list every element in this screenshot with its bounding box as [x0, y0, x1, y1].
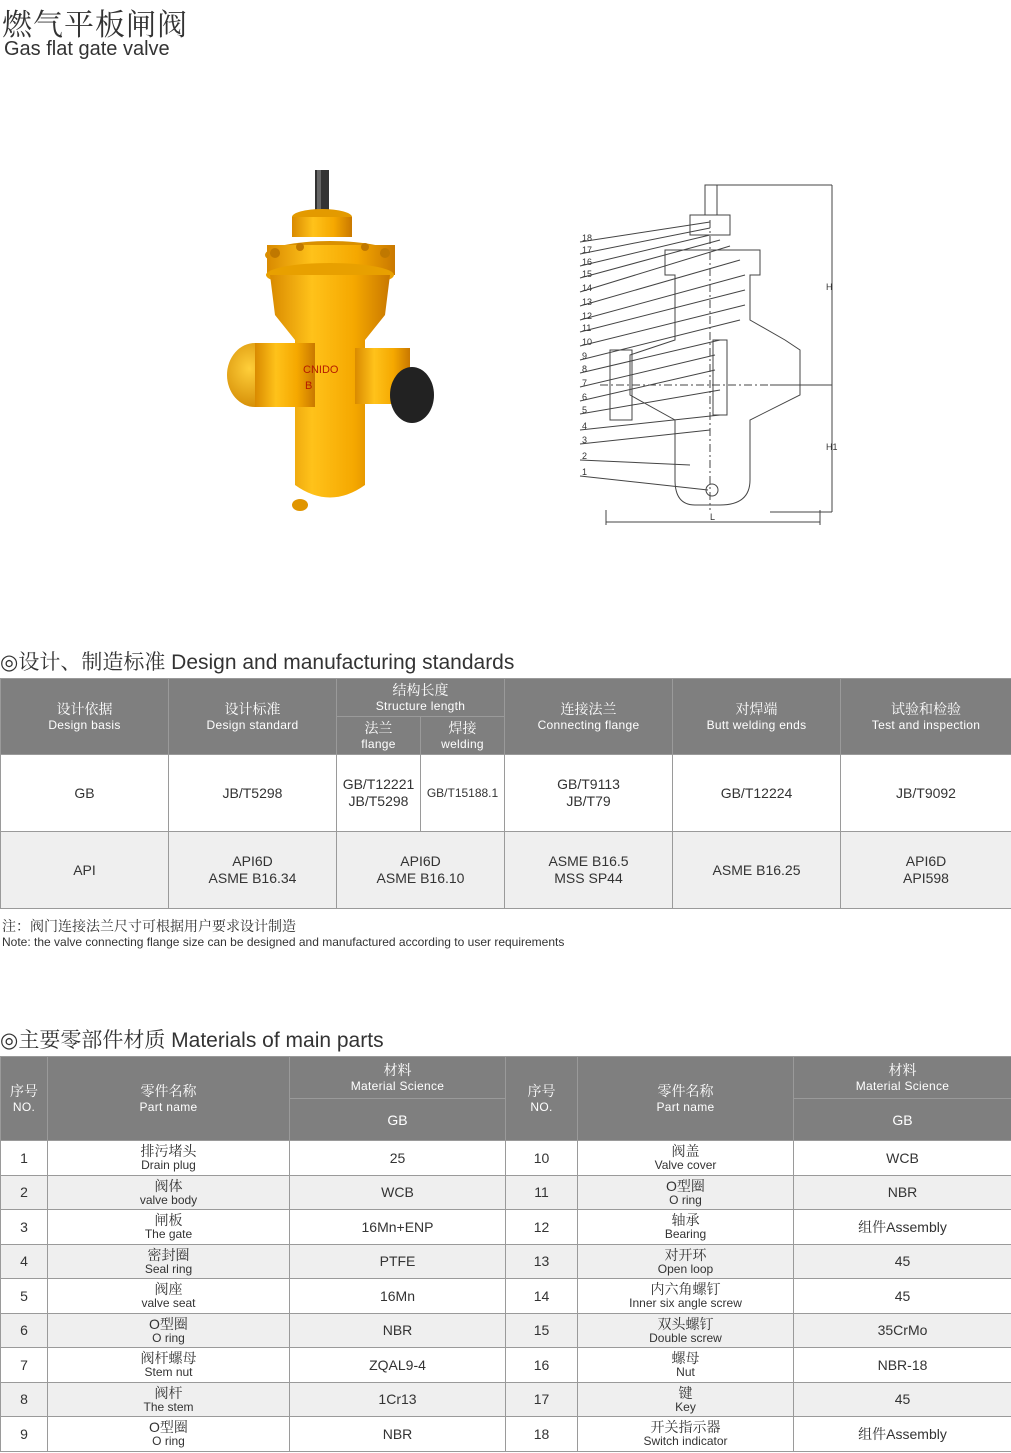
standards-note: [2, 918, 564, 950]
cell-part: 阀座 valve seat: [48, 1279, 290, 1314]
table-row: [1, 1348, 1011, 1383]
cell-part: 内六角螺钉 Inner six angle screw: [578, 1279, 794, 1314]
dim-h: H: [826, 282, 833, 292]
part-number-14: 14: [582, 283, 593, 293]
materials-section-title: ◎主要零部件材质 Materials of main parts: [0, 1029, 384, 1052]
cell-no: 8: [1, 1382, 48, 1417]
part-number-1: 1: [582, 467, 588, 477]
cell-material: 1Cr13: [290, 1382, 506, 1417]
table-row: [1, 1313, 1011, 1348]
header-structure-length: 结构长度 Structure length: [337, 679, 505, 717]
cell-no: 17: [506, 1382, 578, 1417]
note-en: Note: the valve connecting flange size can be designed and manufactured according to user requirements: [2, 935, 565, 949]
header-gb-right: GB: [794, 1099, 1011, 1141]
dim-l: L: [710, 512, 716, 522]
cell-no: 13: [506, 1244, 578, 1279]
header-gb-left: GB: [290, 1099, 506, 1141]
part-number-16: 16: [582, 257, 593, 267]
cell-material: 35CrMo: [794, 1313, 1011, 1348]
header-part-right: 零件名称 Part name: [578, 1057, 794, 1141]
cell-no: 7: [1, 1348, 48, 1383]
cell-part: 阀杆 The stem: [48, 1382, 290, 1417]
part-number-17: 17: [582, 245, 593, 255]
standards-section-title: ◎设计、制造标准 Design and manufacturing standards: [0, 651, 515, 674]
header-test-inspection: 试验和检验 Test and inspection: [841, 679, 1011, 755]
part-number-18: 18: [582, 233, 593, 243]
header-butt-welding: 对焊端 Butt welding ends: [673, 679, 841, 755]
cell-test: JB/T9092: [841, 755, 1011, 832]
cell-material: 25: [290, 1141, 506, 1176]
cell-material: 45: [794, 1244, 1011, 1279]
cell-basis: API: [1, 832, 169, 909]
part-number-13: 13: [582, 297, 593, 307]
cell-no: 15: [506, 1313, 578, 1348]
cell-material: 组件Assembly: [794, 1210, 1011, 1245]
cell-material: 16Mn+ENP: [290, 1210, 506, 1245]
header-welding-sub: 焊接 welding: [421, 717, 505, 755]
cell-no: 18: [506, 1417, 578, 1452]
header-design-standard: 设计标准 Design standard: [169, 679, 337, 755]
valve-photo: [225, 165, 440, 525]
cell-no: 16: [506, 1348, 578, 1383]
cell-basis: GB: [1, 755, 169, 832]
table-row: [1, 1382, 1011, 1417]
cell-material: NBR-18: [794, 1348, 1011, 1383]
table-row: [1, 1417, 1011, 1452]
part-number-5: 5: [582, 405, 588, 415]
cell-part: 闸板 The gate: [48, 1210, 290, 1245]
part-number-9: 9: [582, 351, 588, 361]
section-drawing: [570, 180, 840, 530]
cell-no: 3: [1, 1210, 48, 1245]
cell-material: NBR: [290, 1313, 506, 1348]
cell-no: 14: [506, 1279, 578, 1314]
cell-material: 16Mn: [290, 1279, 506, 1314]
table-row: [1, 1210, 1011, 1245]
table-row: [1, 1244, 1011, 1279]
part-number-6: 6: [582, 392, 588, 402]
cell-material: ZQAL9-4: [290, 1348, 506, 1383]
part-number-10: 10: [582, 337, 593, 347]
cell-material: PTFE: [290, 1244, 506, 1279]
photo-marking-1: CNIDO: [303, 364, 339, 376]
cell-part: 阀杆螺母 Stem nut: [48, 1348, 290, 1383]
cell-material: 组件Assembly: [794, 1417, 1011, 1452]
cell-part: 阀盖 Valve cover: [578, 1141, 794, 1176]
header-part-left: 零件名称 Part name: [48, 1057, 290, 1141]
cell-length-welding: GB/T15188.1: [421, 755, 505, 832]
cell-part: 键 Key: [578, 1382, 794, 1417]
header-flange-sub: 法兰 flange: [337, 717, 421, 755]
page-subtitle: Gas flat gate valve: [4, 38, 170, 60]
dim-h1: H1: [826, 442, 838, 452]
table-row: [1, 1141, 1011, 1176]
cell-no: 6: [1, 1313, 48, 1348]
header-material-right: 材料 Material Science: [794, 1057, 1011, 1099]
cell-part: 开关指示器 Switch indicator: [578, 1417, 794, 1452]
cell-material: 45: [794, 1382, 1011, 1417]
cell-length: API6D ASME B16.10: [337, 832, 505, 909]
header-design-basis: 设计依据 Design basis: [1, 679, 169, 755]
standards-row-api: [1, 832, 1011, 909]
part-number-11: 11: [582, 323, 592, 333]
cell-butt: ASME B16.25: [673, 832, 841, 909]
cell-part: O型圈 O ring: [48, 1417, 290, 1452]
part-number-2: 2: [582, 451, 588, 461]
header-no-left: 序号 NO.: [1, 1057, 48, 1141]
part-number-3: 3: [582, 435, 588, 445]
table-row: [1, 1279, 1011, 1314]
standards-table: [0, 678, 1011, 909]
cell-no: 12: [506, 1210, 578, 1245]
cell-no: 5: [1, 1279, 48, 1314]
cell-material: WCB: [794, 1141, 1011, 1176]
cell-standard: API6D ASME B16.34: [169, 832, 337, 909]
header-connecting-flange: 连接法兰 Connecting flange: [505, 679, 673, 755]
cell-no: 11: [506, 1175, 578, 1210]
cell-part: 排污堵头 Drain plug: [48, 1141, 290, 1176]
cell-part: 双头螺钉 Double screw: [578, 1313, 794, 1348]
cell-material: WCB: [290, 1175, 506, 1210]
part-number-12: 12: [582, 311, 593, 321]
table-row: [1, 1175, 1011, 1210]
part-number-7: 7: [582, 378, 588, 388]
cell-part: O型圈 O ring: [578, 1175, 794, 1210]
cell-conn: GB/T9113 JB/T79: [505, 755, 673, 832]
cell-no: 2: [1, 1175, 48, 1210]
standards-row-gb: [1, 755, 1011, 832]
cell-length-flange: GB/T12221 JB/T5298: [337, 755, 421, 832]
cell-part: 对开环 Open loop: [578, 1244, 794, 1279]
cell-part: 密封圈 Seal ring: [48, 1244, 290, 1279]
header-no-right: 序号 NO.: [506, 1057, 578, 1141]
cell-conn: ASME B16.5 MSS SP44: [505, 832, 673, 909]
materials-table: [0, 1056, 1011, 1452]
part-number-4: 4: [582, 421, 588, 431]
cell-no: 4: [1, 1244, 48, 1279]
cell-material: NBR: [794, 1175, 1011, 1210]
part-number-8: 8: [582, 364, 588, 374]
note-cn: 注：阀门连接法兰尺寸可根据用户要求设计制造: [2, 918, 296, 934]
cell-no: 9: [1, 1417, 48, 1452]
cell-part: O型圈 O ring: [48, 1313, 290, 1348]
photo-marking-2: B: [305, 380, 313, 392]
page-title: 燃气平板闸阀: [2, 9, 188, 42]
cell-standard: JB/T5298: [169, 755, 337, 832]
cell-part: 阀体 valve body: [48, 1175, 290, 1210]
cell-material: 45: [794, 1279, 1011, 1314]
cell-part: 螺母 Nut: [578, 1348, 794, 1383]
cell-part: 轴承 Bearing: [578, 1210, 794, 1245]
cell-no: 1: [1, 1141, 48, 1176]
part-number-15: 15: [582, 269, 593, 279]
cell-butt: GB/T12224: [673, 755, 841, 832]
cell-material: NBR: [290, 1417, 506, 1452]
cell-no: 10: [506, 1141, 578, 1176]
header-material-left: 材料 Material Science: [290, 1057, 506, 1099]
cell-test: API6D API598: [841, 832, 1011, 909]
